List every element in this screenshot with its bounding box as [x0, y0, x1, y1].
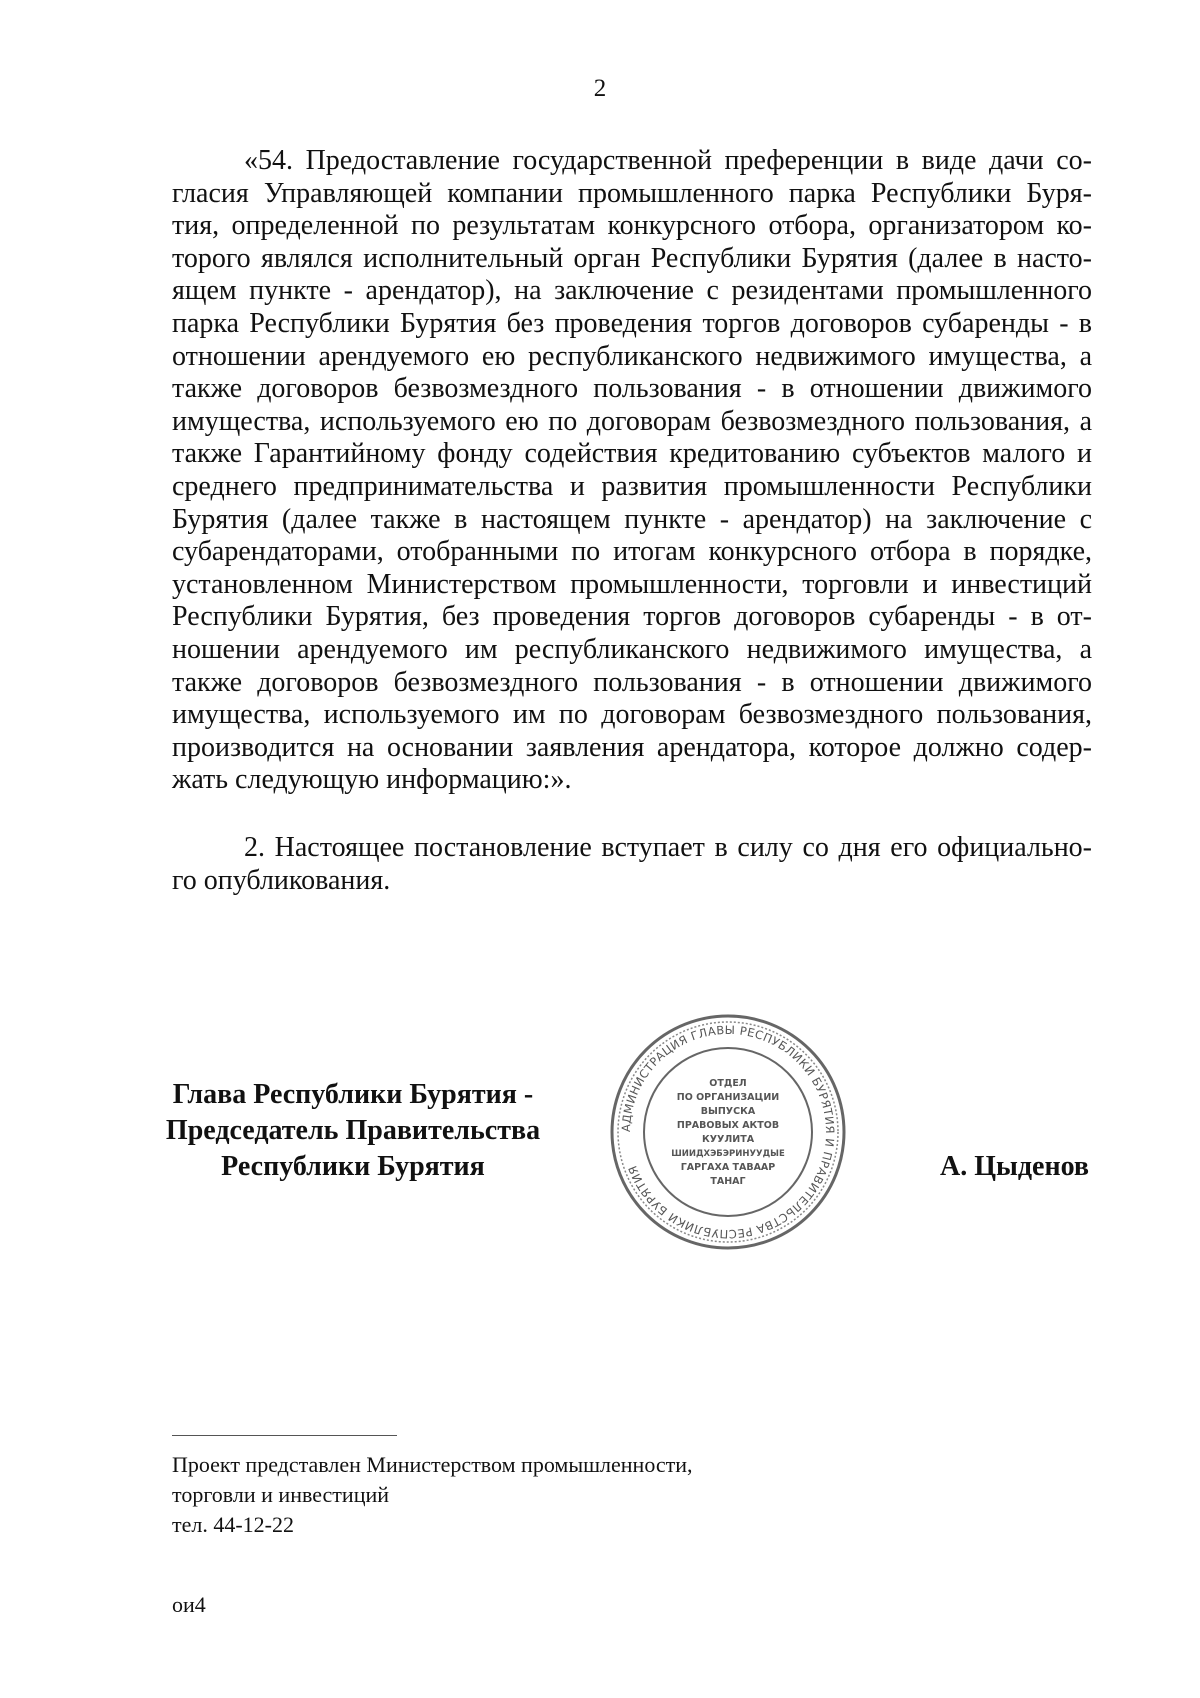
paragraph-line: тия, определенной по результатам конкурсного отбора, организатором ко-: [172, 210, 1092, 242]
registry-code: ои4: [172, 1592, 206, 1617]
stamp-inner-text: ГАРГАХА ТАВААР: [680, 1162, 776, 1173]
stamp-inner-text: КУУЛИТА: [701, 1134, 755, 1145]
paragraph-line: также Гарантийному фонду содействия кредитованию субъектов малого и: [172, 438, 1092, 470]
footnote-line: торговли и инвестиций: [172, 1482, 390, 1507]
footnote-line: тел. 44-12-22: [172, 1512, 295, 1537]
paragraph-line: гласия Управляющей компании промышленного парка Республики Буря-: [172, 177, 1092, 209]
footnote-line: Проект представлен Министерством промышленности,: [172, 1452, 693, 1477]
footnote: [172, 1450, 872, 1540]
signatory-title-line: Председатель Правительства: [165, 1115, 541, 1146]
paragraph-line: установленном Министерством промышленности, торговли и инвестиций: [172, 568, 1092, 600]
stamp-outer-text-path: АДМИНИСТРАЦИЯ ГЛАВЫ РЕСПУБЛИКИ БУРЯТИЯ И ПРАВИТЕЛЬСТВА РЕСПУБЛИКИ БУРЯТИЯ: [618, 1022, 838, 1242]
stamp-inner-text: ПРАВОВЫХ АКТОВ: [676, 1120, 780, 1131]
paragraph-line: Республики Бурятия, без проведения торгов договоров субаренды - в от-: [172, 601, 1092, 633]
paragraph-2: [172, 832, 1092, 897]
signatory-title-line: Глава Республики Бурятия -: [172, 1079, 534, 1110]
paragraph-line: торого являлся исполнительный орган Республики Бурятия (далее в насто-: [172, 242, 1092, 274]
signatory-title-line: Республики Бурятия: [221, 1151, 485, 1182]
paragraph-line: субарендаторами, отобранными по итогам конкурсного отбора в порядке,: [172, 536, 1092, 568]
paragraph-line: отношении арендуемого ею республиканского недвижимого имущества, а: [172, 340, 1092, 372]
paragraph-line: 2. Настоящее постановление вступает в силу со дня его официально-: [244, 832, 1092, 863]
footnote-divider: [172, 1435, 397, 1436]
stamp-outer-ring: [612, 1016, 844, 1248]
stamp-inner-text: ОТДЕЛ: [709, 1078, 747, 1089]
paragraph-line: имущества, используемого ею по договорам безвозмездного пользования, а: [172, 405, 1092, 437]
signatory-title: [158, 1077, 548, 1185]
paragraph-line: «54. Предоставление государственной преференции в виде дачи со-: [244, 145, 1092, 176]
official-stamp: [608, 1012, 848, 1252]
stamp-inner-text: ПО ОРГАНИЗАЦИИ: [676, 1092, 780, 1103]
stamp-outer-text: [619, 1023, 837, 1241]
paragraph-line: парка Республики Бурятия без проведения торгов договоров субаренды - в: [172, 307, 1092, 339]
paragraph-line: ношении арендуемого им республиканского недвижимого имущества, а: [172, 633, 1092, 665]
paragraph-line: го опубликования.: [172, 864, 391, 896]
paragraph-line: среднего предпринимательства и развития промышленности Республики: [172, 470, 1092, 502]
paragraph-line: производится на основании заявления арендатора, которое должно содер-: [172, 731, 1092, 763]
paragraph-line: Бурятия (далее также в настоящем пункте - арендатор) на заключение с: [172, 503, 1092, 535]
paragraph-line: ящем пункте - арендатор), на заключение с резидентами промышленного: [172, 275, 1092, 307]
stamp-inner-text: ВЫПУСКА: [700, 1106, 756, 1117]
signatory-name: А. Цыденов: [940, 1151, 1090, 1182]
paragraph-line: также договоров безвозмездного пользования - в отношении движимого: [172, 373, 1092, 405]
paragraph-54: [172, 145, 1092, 797]
paragraph-line: также договоров безвозмездного пользования - в отношении движимого: [172, 666, 1092, 698]
paragraph-line: имущества, используемого им по договорам безвозмездного пользования,: [172, 699, 1092, 731]
page-number: 2: [593, 75, 607, 102]
stamp-inner-ring: [644, 1048, 812, 1216]
stamp-inner-text: ТАНАГ: [710, 1176, 746, 1187]
paragraph-line: жать следующую информацию:».: [172, 764, 572, 796]
stamp-inner-text: ШИИДХЭБЭРИНУУДЫЕ: [671, 1149, 785, 1159]
